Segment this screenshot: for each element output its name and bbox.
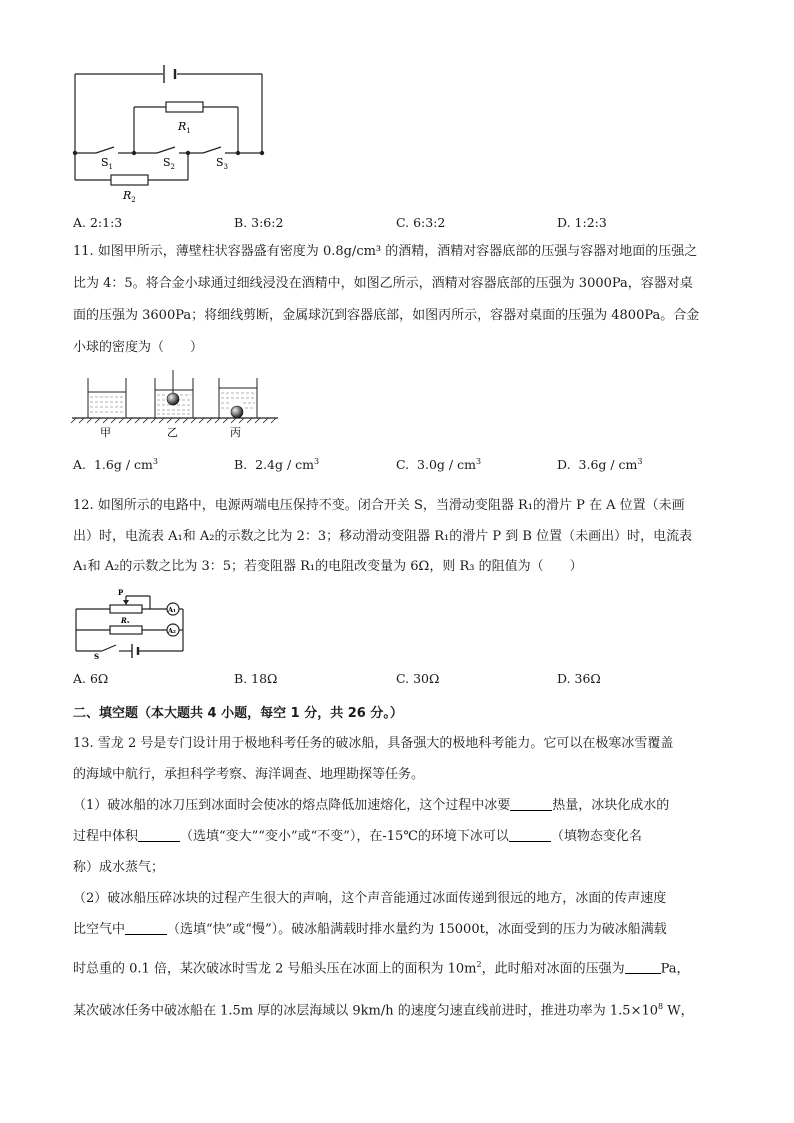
q12-option-c: C. 30Ω: [396, 671, 440, 686]
q10-option-b: B. 3:6:2: [234, 215, 284, 230]
s2-sub: 2: [170, 163, 176, 171]
fig2-a2-label: A₂: [168, 627, 176, 635]
fig2-p-label: P: [118, 588, 124, 597]
s1-sub: 1: [108, 163, 114, 171]
s2-label: S: [163, 156, 171, 169]
q13-part2-line-1: （2）破冰船压碎冰块的过程产生很大的声响，这个声音能通过冰面传递到很远的地方，冰面的传声速度: [73, 891, 667, 906]
q13-part1-line-2: 过程中体积 （选填“变大”“变小”或“不变”），在-15℃的环境下冰可以 （填物态变化名: [73, 829, 642, 844]
q12-option-b: B. 18Ω: [234, 671, 278, 686]
q10-option-c: C. 6:3:2: [396, 215, 446, 230]
circuit-figure-1: [66, 60, 276, 205]
q12-line-3: A₁和 A₂的示数之比为 3：5；若变阻器 R₁的电阻改变量为 6Ω，则 R₃ 的阻值为（ ）: [73, 559, 583, 574]
svg-text:S1: [101, 156, 113, 171]
q11-line-2: 比为 4：5。将合金小球通过细线浸没在酒精中，如图乙所示，酒精对容器底部的压强为 3000Pa，容器对桌: [73, 276, 693, 291]
q10-option-a: A. 2:1:3: [73, 215, 123, 230]
q11-option-b: B. $2.4g / cm^3$: [234, 457, 320, 473]
fig2-s-label: S: [94, 652, 100, 660]
q11-option-a: A. $1.6g / cm^3$: [73, 457, 158, 473]
q13-part1-line-1: （1）破冰船的冰刀压到冰面时会使冰的熔点降低加速熔化，这个过程中冰要 热量，冰块化成水的: [73, 798, 670, 813]
fig-label-yi: 乙: [167, 426, 178, 439]
q13-intro-2: 的海域中航行，承担科学考察、海洋调查、地理勘探等任务。: [73, 767, 425, 782]
q11-option-c: C. $3.0g / cm^3$: [396, 457, 482, 473]
fig-label-bing: 丙: [230, 426, 241, 439]
q10-option-d: D. 1:2:3: [557, 215, 607, 230]
answer-blank[interactable]: [510, 797, 552, 811]
r1-sub: 1: [186, 127, 191, 135]
fig2-a1-label: A₁: [168, 606, 176, 614]
svg-text:S3: [216, 156, 228, 171]
circuit-figure-2: [72, 588, 187, 660]
section-title: 二、填空题（本大题共 4 小题，每空 1 分，共 26 分。）: [73, 706, 403, 721]
fig2-rx-label: Rₓ: [121, 616, 130, 625]
s3-label: S: [216, 156, 224, 169]
answer-blank[interactable]: [625, 960, 661, 974]
q11-option-d: D. $3.6g / cm^3$: [557, 457, 643, 473]
s3-sub: 3: [223, 163, 229, 171]
r1-label: R: [178, 120, 187, 133]
q11-line-3: 面的压强为 3600Pa；将细线剪断，金属球沉到容器底部，如图丙所示，容器对桌面的压强为 4800Pa。合金: [73, 308, 700, 323]
answer-blank[interactable]: [138, 828, 180, 842]
q11-line-1: 11. 如图甲所示，薄壁柱状容器盛有密度为 0.8g/cm³ 的酒精，酒精对容器底部的压强与容器对地面的压强之: [73, 244, 698, 259]
s1-label: S: [101, 156, 109, 169]
q11-line-4: 小球的密度为（ ）: [73, 340, 204, 355]
q13-part1-line-3: 称）成水蒸气；: [73, 860, 165, 875]
svg-text:R1: [177, 120, 191, 135]
answer-blank[interactable]: [509, 828, 551, 842]
q13-part2-line-3: 时总重的 0.1 倍，某次破冰时雪龙 2 号船头压在冰面上的面积为 $10m^2$，此时船对冰面的压强为 Pa，: [73, 960, 690, 977]
r2-label: R: [123, 189, 132, 202]
q13-part2-line-4: 某次破冰任务中破冰船在 1.5m 厚的冰层海域以 9km/h 的速度匀速直线前进时，推进功率为 $1.5\times 10^8$ W，: [73, 1002, 694, 1019]
q12-option-a: A. 6Ω: [73, 671, 109, 686]
q13-intro-1: 13. 雪龙 2 号是专门设计用于极地科考任务的破冰船，具备强大的极地科考能力。它可以在极寒冰雪覆盖: [73, 736, 674, 751]
q12-line-2: 出）时，电流表 A₁和 A₂的示数之比为 2：3；移动滑动变阻器 R₁的滑片 P 到 B 位置（未画出）时，电流表: [73, 529, 693, 544]
svg-text:S2: [163, 156, 175, 171]
svg-text:R2: [122, 189, 136, 204]
q12-line-1: 12. 如图所示的电路中，电源两端电压保持不变。闭合开关 S，当滑动变阻器 R₁的滑片 P 在 A 位置（未画: [73, 498, 685, 513]
r2-sub: 2: [131, 196, 136, 204]
q12-option-d: D. 36Ω: [557, 671, 601, 686]
fig-label-jia: 甲: [100, 426, 111, 439]
container-figure: [70, 370, 280, 442]
answer-blank[interactable]: [125, 921, 167, 935]
q13-part2-line-2: 比空气中 （选填“快”或“慢”）。破冰船满载时排水量约为 15000t，冰面受到的压力为破冰船满载: [73, 922, 667, 937]
